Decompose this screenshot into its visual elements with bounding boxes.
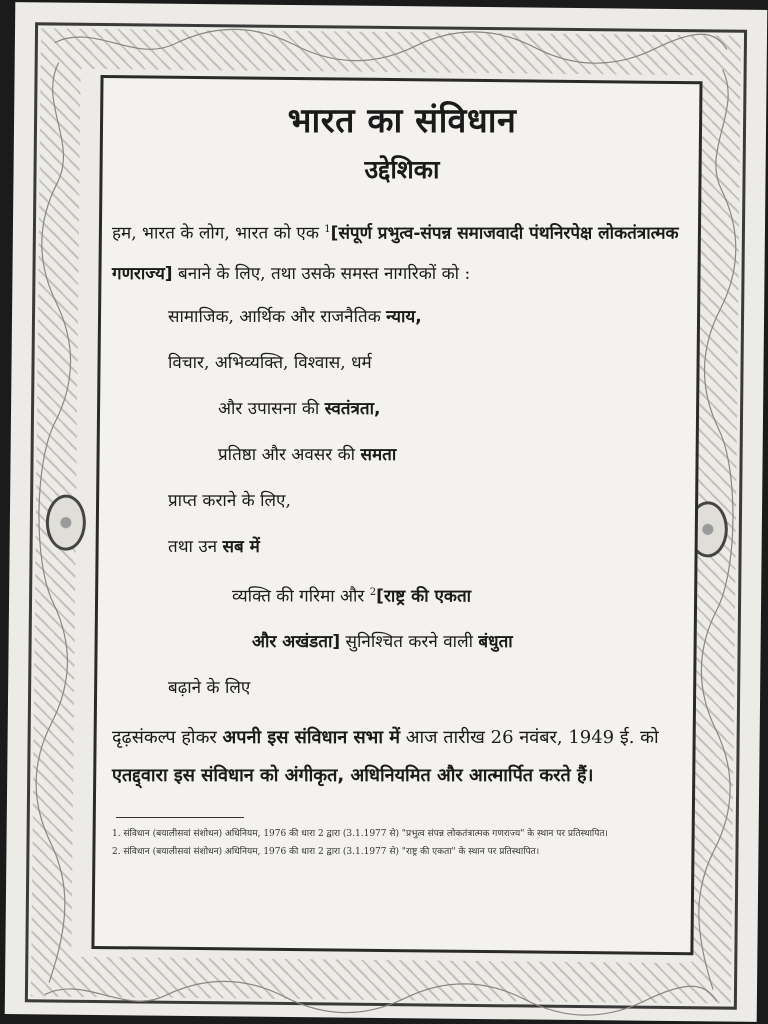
line-text: और उपासना की: [218, 398, 320, 419]
line-promote: [112, 665, 692, 711]
intro-paragraph: [112, 210, 692, 294]
line-liberty: [112, 386, 692, 432]
document-title: भारत का संविधान: [287, 101, 517, 141]
footnote-1: 1. संविधान (बयालीसवां संशोधन) अधिनियम, 1976 की धारा 2 द्वारा (3.1.1977 से) "प्रभुत्व संपन्न लोकतंत्रात्मक गणराज्य" के स्थान पर प्रतिस्थापित।: [112, 829, 608, 840]
closing-text: दृढ़संकल्प होकर: [112, 727, 217, 749]
closing-paragraph: [112, 719, 692, 795]
footnote-marker: 2: [369, 586, 377, 598]
intro-bold: [संपूर्ण प्रभुत्व-संपन्न समाजवादी पंथनिरपेक्ष लोकतंत्रात्मक गणराज्य]: [112, 223, 679, 284]
line-text: विचार, अभिव्यक्ति, विश्वास, धर्म: [168, 352, 372, 373]
footnote-marker: 1: [324, 224, 331, 235]
line-all: [112, 524, 692, 570]
intro-text-2: बनाने के लिए, तथा उसके समस्त नागरिकों को :: [177, 263, 471, 284]
line-text: प्राप्त कराने के लिए,: [168, 490, 291, 511]
line-equality: [112, 432, 692, 478]
line-bold: समता: [360, 444, 397, 465]
line-dignity: [112, 570, 692, 620]
line-text: व्यक्ति की गरिमा और: [232, 586, 365, 607]
document-subtitle: उद्देशिका: [364, 155, 440, 184]
line-bold: स्वतंत्रता,: [324, 398, 381, 419]
preamble-content: [112, 84, 692, 862]
line-text: प्रतिष्ठा और अवसर की: [218, 444, 356, 465]
closing-text: आज तारीख 26 नवंबर, 1949 ई. को: [405, 727, 659, 749]
line-text: सामाजिक, आर्थिक और राजनैतिक: [168, 306, 381, 327]
line-bold: और अखंडता]: [252, 632, 341, 653]
line-text: तथा उन: [168, 536, 218, 557]
closing-bold: एतद्द्वारा इस संविधान को अंगीकृत, अधिनियमित और आत्मार्पित करते हैं।: [112, 765, 594, 787]
line-bold: सब में: [222, 536, 260, 557]
line-fraternity: [112, 619, 692, 665]
line-text: सुनिश्चित करने वाली: [345, 632, 474, 653]
intro-text: हम, भारत के लोग, भारत को एक: [112, 223, 319, 244]
line-bold: [राष्ट्र की एकता: [376, 586, 472, 607]
line-bold: बंधुता: [478, 632, 513, 653]
line-bold: न्याय,: [386, 306, 422, 327]
footnote-2: 2. संविधान (बयालीसवां संशोधन) अधिनियम, 1976 की धारा 2 द्वारा (3.1.1977 से) "राष्ट्र की एकता" के स्थान पर प्रतिस्थापित।: [112, 847, 540, 858]
closing-bold: अपनी इस संविधान सभा में: [222, 727, 401, 749]
line-justice: [112, 294, 692, 340]
line-text: बढ़ाने के लिए: [168, 678, 251, 699]
line-secure: [112, 478, 692, 524]
footnote-divider: [116, 817, 244, 818]
line-thought: [112, 340, 692, 386]
